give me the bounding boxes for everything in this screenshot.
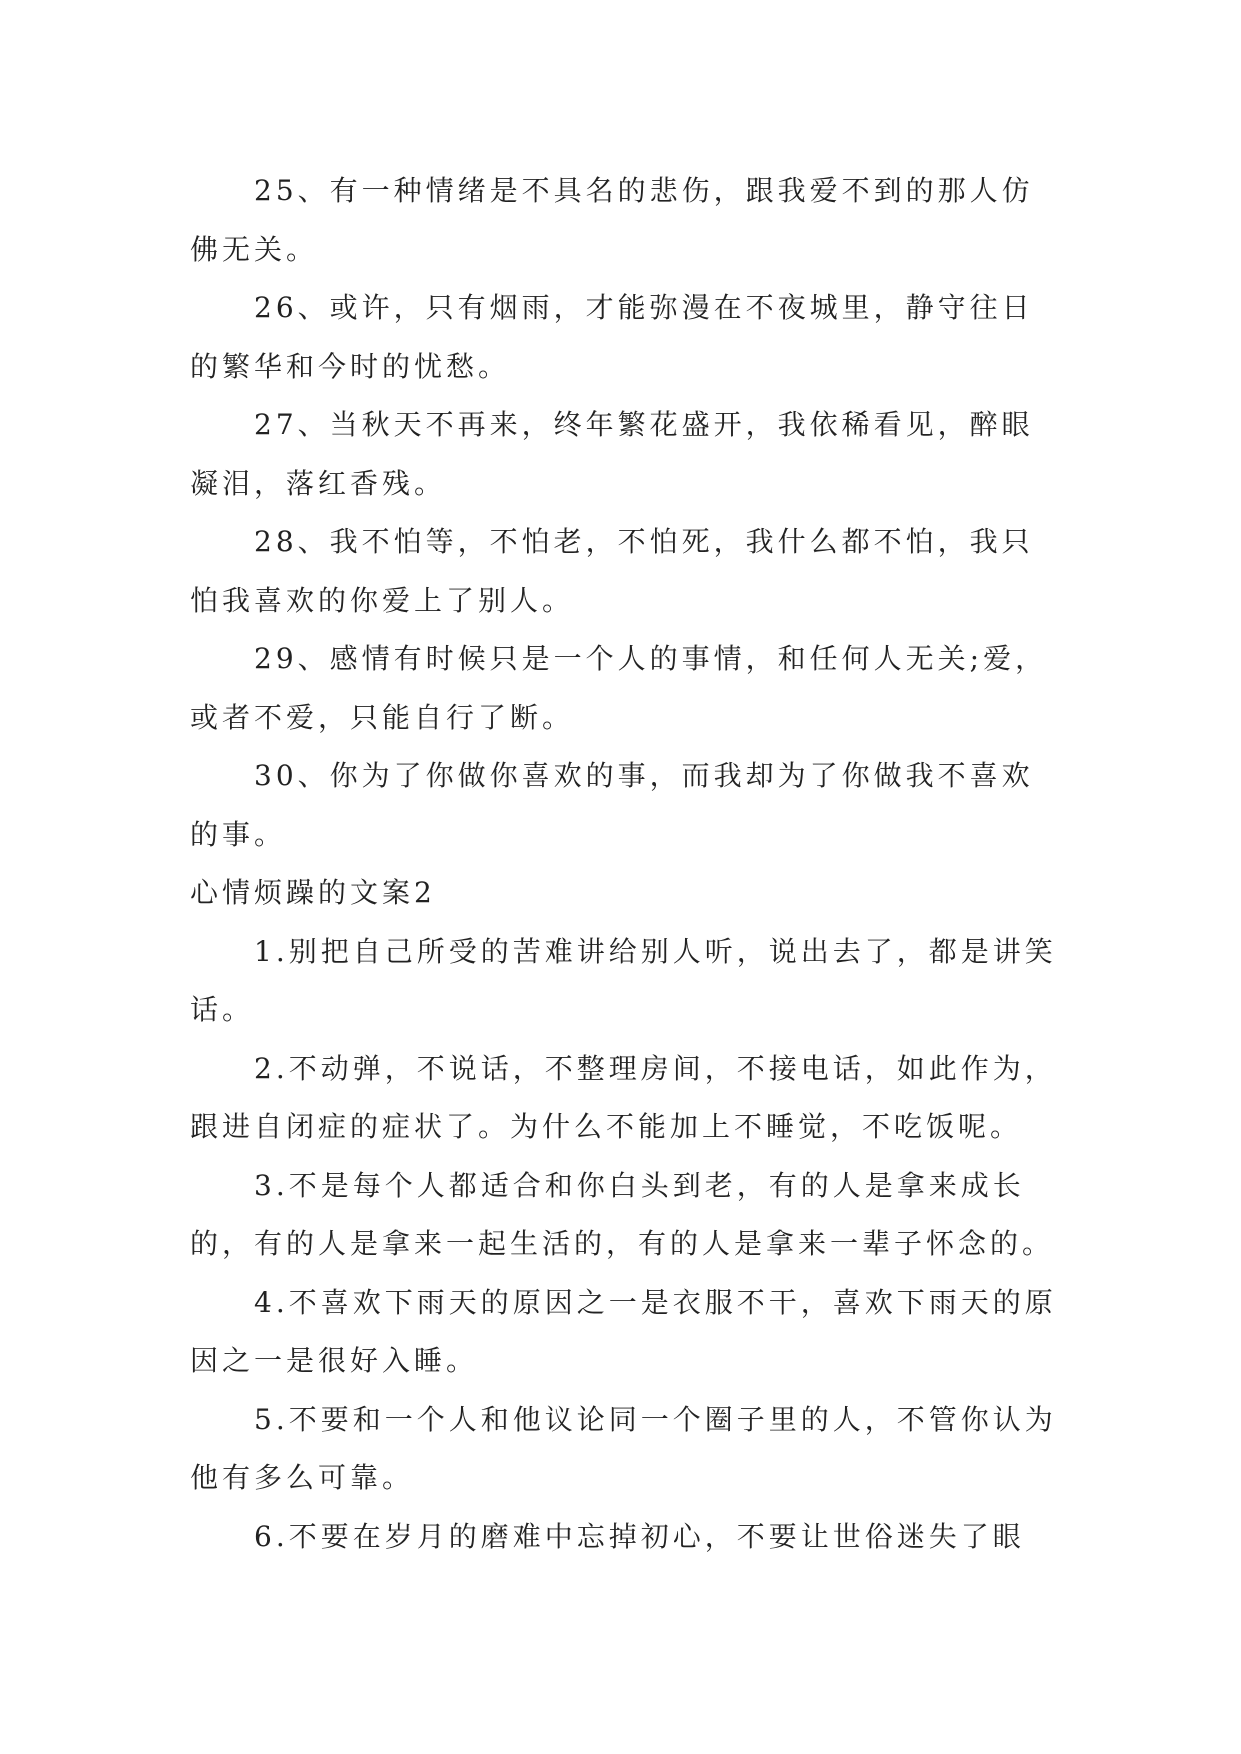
paragraph-27: 27、当秋天不再来，终年繁花盛开，我依稀看见，醉眼凝泪，落红香残。 bbox=[190, 408, 1034, 500]
section-heading: 心情烦躁的文案2 bbox=[190, 876, 436, 909]
paragraph-item-3: 3.不是每个人都适合和你白头到老，有的人是拿来成长的，有的人是拿来一起生活的，有的人是拿来一辈子怀念的。 bbox=[190, 1168, 1055, 1260]
paragraph-29: 29、感情有时候只是一个人的事情，和任何人无关;爱，或者不爱，只能自行了断。 bbox=[190, 642, 1048, 734]
paragraph-25: 25、有一种情绪是不具名的悲伤，跟我爱不到的那人仿佛无关。 bbox=[190, 174, 1034, 266]
paragraph-item-2: 2.不动弹，不说话，不整理房间，不接电话，如此作为，跟进自闭症的症状了。为什么不能加上不睡觉，不吃饭呢。 bbox=[190, 1051, 1057, 1143]
paragraph-26: 26、或许，只有烟雨，才能弥漫在不夜城里，静守往日的繁华和今时的忧愁。 bbox=[190, 291, 1034, 383]
paragraph-item-5: 5.不要和一个人和他议论同一个圈子里的人，不管你认为他有多么可靠。 bbox=[190, 1402, 1057, 1494]
paragraph-item-1: 1.别把自己所受的苦难讲给别人听，说出去了，都是讲笑话。 bbox=[190, 934, 1057, 1026]
document-body bbox=[190, 162, 1062, 1566]
paragraph-30: 30、你为了你做你喜欢的事，而我却为了你做我不喜欢的事。 bbox=[190, 759, 1034, 851]
paragraph-item-6: 6.不要在岁月的磨难中忘掉初心，不要让世俗迷失了眼 bbox=[254, 1519, 1025, 1553]
paragraph-28: 28、我不怕等，不怕老，不怕死，我什么都不怕，我只怕我喜欢的你爱上了别人。 bbox=[190, 525, 1034, 617]
paragraph-item-4: 4.不喜欢下雨天的原因之一是衣服不干，喜欢下雨天的原因之一是很好入睡。 bbox=[190, 1285, 1057, 1377]
